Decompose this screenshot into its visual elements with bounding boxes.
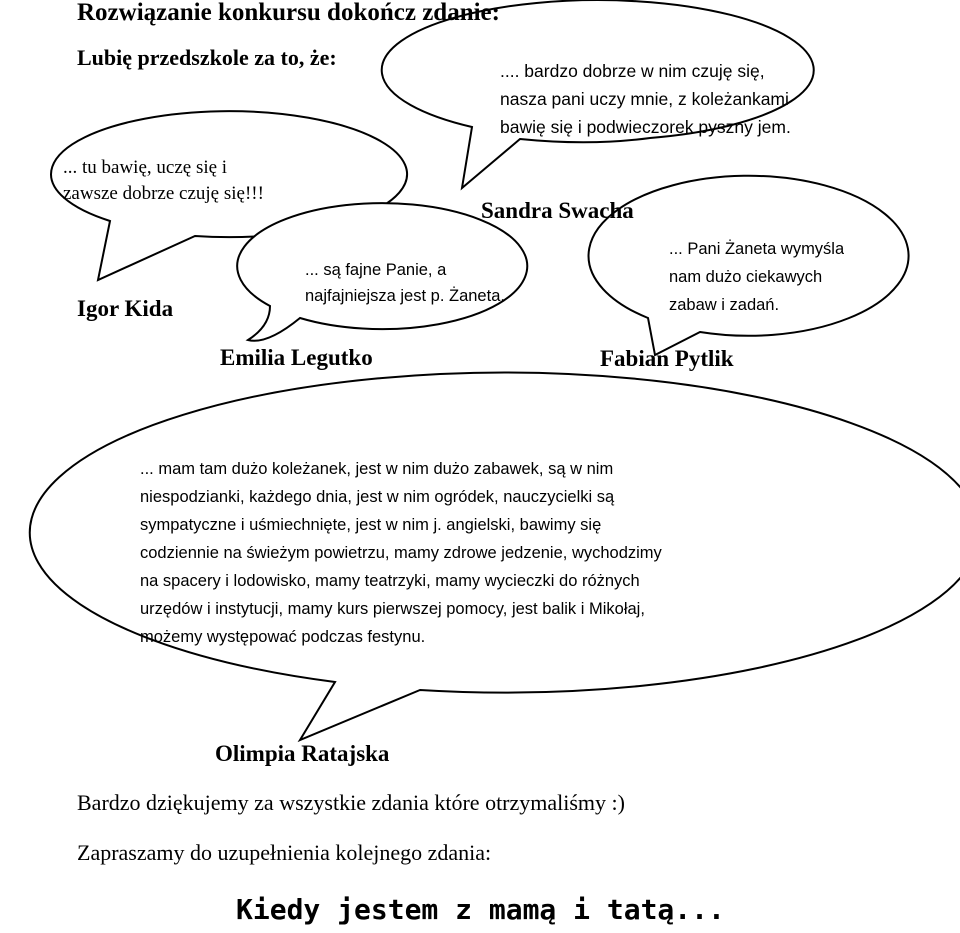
bubble-line: zawsze dobrze czuję się!!!: [63, 183, 264, 204]
author-name: Fabian Pytlik: [600, 346, 734, 371]
bubble-line: nasza pani uczy mnie, z koleżankami: [500, 89, 789, 109]
fabian-bubble-text: [669, 235, 844, 311]
bubble-line: urzędów i instytucji, mamy kurs pierwszej pomocy, jest balik i Mikołaj,: [140, 600, 645, 618]
bubble-line: możemy występować podczas festynu.: [140, 628, 426, 646]
bubble-line: ... Pani Żaneta wymyśla: [669, 240, 845, 258]
invite-text: Zapraszamy do uzupełnienia kolejnego zdania:: [77, 840, 492, 865]
bubble-line: ... mam tam dużo koleżanek, jest w nim dużo zabawek, są w nim: [140, 460, 614, 478]
bubble-line: ... tu bawię, uczę się i: [63, 157, 228, 178]
thanks-text: Bardzo dziękujemy za wszystkie zdania które otrzymaliśmy :): [77, 790, 625, 815]
bubble-line: na spacery i lodowisko, mamy teatrzyki, mamy wycieczki do różnych: [140, 572, 640, 590]
bubble-line: najfajniejsza jest p. Żaneta.: [305, 287, 505, 305]
next-sentence: Kiedy jestem z mamą i tatą...: [236, 893, 725, 926]
bubble-line: sympatyczne i uśmiechnięte, jest w nim j. angielski, bawimy się: [140, 516, 602, 534]
author-name: Emilia Legutko: [220, 345, 373, 370]
bubble-line: bawię się i podwieczorek pyszny jem.: [500, 117, 791, 137]
bubble-line: .... bardzo dobrze w nim czuję się,: [500, 61, 765, 81]
bubble-line: codziennie na świeżym powietrzu, mamy zdrowe jedzenie, wychodzimy: [140, 544, 662, 562]
author-name: Sandra Swacha: [481, 198, 634, 223]
emilia-bubble-text: [305, 257, 505, 309]
contest-prompt: Lubię przedszkole za to, że:: [77, 45, 337, 70]
page-title: Rozwiązanie konkursu dokończ zdanie:: [77, 0, 500, 26]
igor-bubble-text: [63, 155, 264, 207]
bubble-line: zabaw i zadań.: [669, 296, 780, 311]
author-name: Igor Kida: [77, 296, 174, 321]
bubble-line: ... są fajne Panie, a: [305, 261, 447, 279]
bubble-line: nam dużo ciekawych: [669, 268, 823, 286]
olimpia-bubble-text: [140, 455, 662, 651]
bubble-line: niespodzianki, każdego dnia, jest w nim ogródek, nauczycielki są: [140, 488, 615, 506]
author-name: Olimpia Ratajska: [215, 741, 390, 766]
sandra-bubble-text: [500, 57, 791, 141]
